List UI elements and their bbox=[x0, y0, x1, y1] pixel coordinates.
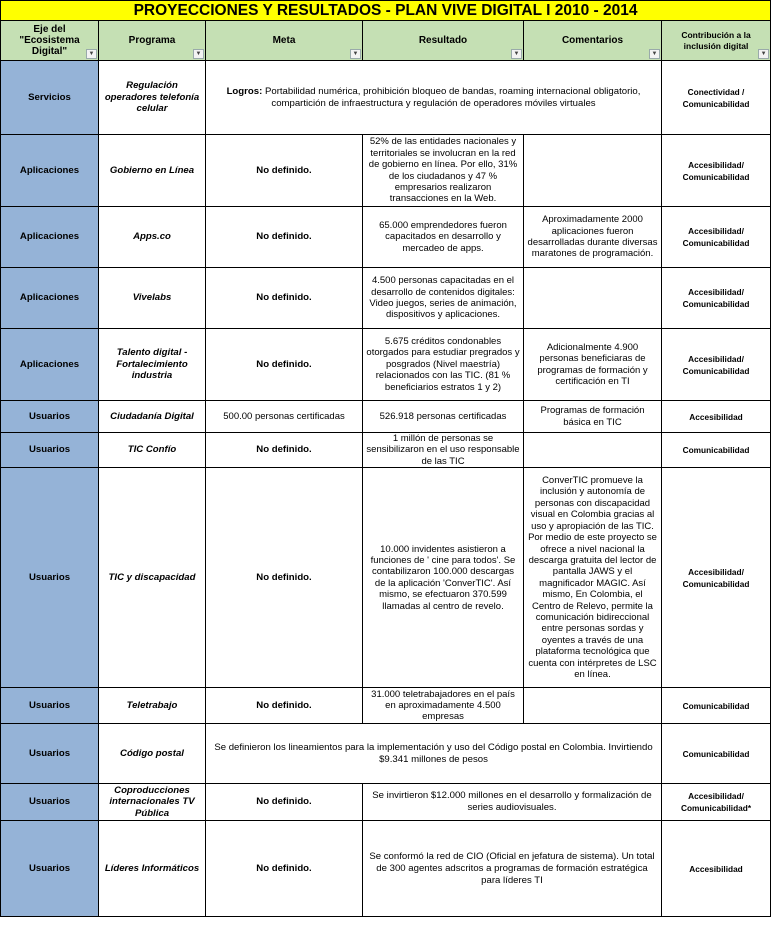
logros-label: Logros: bbox=[226, 85, 263, 97]
meta-cell: No definido. bbox=[206, 268, 363, 329]
meta-cell: No definido. bbox=[206, 207, 363, 268]
programa-cell: Código postal bbox=[99, 724, 206, 784]
contribucion-cell: Comunicabilidad bbox=[662, 724, 771, 784]
comentarios-cell bbox=[524, 433, 662, 468]
comentarios-cell bbox=[524, 268, 662, 329]
contribucion-cell: Comunicabilidad bbox=[662, 688, 771, 724]
filter-dropdown-icon[interactable]: ▼ bbox=[193, 49, 204, 59]
contribucion-cell: Accesibilidad/ Comunicabilidad bbox=[662, 329, 771, 401]
contribucion-cell: Accesibilidad/ Comunicabilidad bbox=[662, 135, 771, 207]
comentarios-cell: ConverTIC promueve la inclusión y autonomía de personas con discapacidad visual en Colombia gracias al uso y apropiación de las TIC. Por medio de este proyecto se ofrece a nivel nacional la descarga gratuita del lector de pantalla JAWS y el magnificador MAGIC. Así mismo, En Colombia, el Centro de Relevo, permite la comunicación bidireccional entre personas sordas y oyentes a través de una plataforma tecnológica que cuenta con intérpretes de LSC en línea. bbox=[524, 468, 662, 688]
contribucion-cell: Accesibilidad/ Comunicabilidad* bbox=[662, 784, 771, 821]
comentarios-cell: Aproximadamente 2000 aplicaciones fueron desarrolladas durante diversas maratones de programación. bbox=[524, 207, 662, 268]
table-row bbox=[1, 724, 771, 784]
header-programa-label: Programa bbox=[128, 35, 176, 46]
contribucion-cell: Accesibilidad/ Comunicabilidad bbox=[662, 207, 771, 268]
eje-cell: Aplicaciones bbox=[1, 207, 99, 268]
eje-cell: Servicios bbox=[1, 61, 99, 135]
programa-cell: Talento digital - Fortalecimiento industria bbox=[99, 329, 206, 401]
resultado-cell: 1 millón de personas se sensibilizaron en el uso responsable de las TIC bbox=[363, 433, 524, 468]
resultado-cell: 10.000 invidentes asistieron a funciones de ' cine para todos'. Se contabilizaron 100.000 descargas de la aplicación 'ConverTIC'. Así mismo, se efectuaron 370.599 llamadas al centro de revelo. bbox=[363, 468, 524, 688]
filter-dropdown-icon[interactable]: ▼ bbox=[86, 49, 97, 59]
header-eje-label: Eje del "Ecosistema Digital" bbox=[19, 24, 80, 57]
comentarios-cell bbox=[524, 688, 662, 724]
contribucion-cell: Accesibilidad bbox=[662, 401, 771, 433]
table-row bbox=[1, 207, 771, 268]
table-title: PROYECCIONES Y RESULTADOS - PLAN VIVE DIGITAL I 2010 - 2014 bbox=[1, 1, 771, 21]
table-row bbox=[1, 61, 771, 135]
header-contribucion[interactable] bbox=[662, 21, 771, 61]
header-meta-label: Meta bbox=[272, 35, 296, 46]
resultado-cell: 31.000 teletrabajadores en el país en aproximadamente 4.500 empresas bbox=[363, 688, 524, 724]
programa-cell: Coproducciones internacionales TV Pública bbox=[99, 784, 206, 821]
table-row bbox=[1, 468, 771, 688]
meta-cell: No definido. bbox=[206, 784, 363, 821]
programa-cell: Vivelabs bbox=[99, 268, 206, 329]
eje-cell: Usuarios bbox=[1, 784, 99, 821]
header-programa[interactable] bbox=[99, 21, 206, 61]
programa-cell: Regulación operadores telefonía celular bbox=[99, 61, 206, 135]
resultado-cell: 65.000 emprendedores fueron capacitados en desarrollo y mercadeo de apps. bbox=[363, 207, 524, 268]
meta-cell: No definido. bbox=[206, 135, 363, 207]
resultado-cell: 5.675 créditos condonables otorgados para estudiar pregrados y posgrados (Nivel maestría) relacionados con las TIC. (81 % beneficiarios estratos 1 y 2) bbox=[363, 329, 524, 401]
programa-cell: Teletrabajo bbox=[99, 688, 206, 724]
contribucion-cell: Accesibilidad bbox=[662, 821, 771, 917]
filter-dropdown-icon[interactable]: ▼ bbox=[350, 49, 361, 59]
programa-cell: Líderes Informáticos bbox=[99, 821, 206, 917]
resultado-cell: 526.918 personas certificadas bbox=[363, 401, 524, 433]
table-row bbox=[1, 329, 771, 401]
header-row bbox=[1, 21, 771, 61]
programa-cell: TIC Confío bbox=[99, 433, 206, 468]
table-row bbox=[1, 433, 771, 468]
contribucion-cell: Accesibilidad/ Comunicabilidad bbox=[662, 468, 771, 688]
table-row bbox=[1, 688, 771, 724]
filter-dropdown-icon[interactable]: ▼ bbox=[511, 49, 522, 59]
eje-cell: Usuarios bbox=[1, 468, 99, 688]
eje-cell: Usuarios bbox=[1, 433, 99, 468]
eje-cell: Aplicaciones bbox=[1, 329, 99, 401]
comentarios-cell: Programas de formación básica en TIC bbox=[524, 401, 662, 433]
eje-cell: Aplicaciones bbox=[1, 268, 99, 329]
table-row bbox=[1, 784, 771, 821]
contribucion-cell: Accesibilidad/ Comunicabilidad bbox=[662, 268, 771, 329]
eje-cell: Usuarios bbox=[1, 401, 99, 433]
resultado-cell: 52% de las entidades nacionales y territoriales se involucran en la red de gobierno en línea. Por ello, 31% de los ciudadanos y 47 % empresarios realizaron transacciones en la Web. bbox=[363, 135, 524, 207]
header-comentarios[interactable] bbox=[524, 21, 662, 61]
table-row bbox=[1, 401, 771, 433]
table-row bbox=[1, 821, 771, 917]
header-resultado-label: Resultado bbox=[418, 35, 468, 46]
logros-text: Portabilidad numérica, prohibición bloqueo de bandas, roaming internacional obligatorio, compartición de infraestructura y regulación de operadores móviles virtuales bbox=[264, 85, 641, 109]
comentarios-cell: Adicionalmente 4.900 personas beneficiaras de programas de formación y certificación en TI bbox=[524, 329, 662, 401]
merged-result-cell: Se invirtieron $12.000 millones en el desarrollo y formalización de series audiovisuales. bbox=[363, 784, 662, 821]
contribucion-cell: Conectividad / Comunicabilidad bbox=[662, 61, 771, 135]
header-eje[interactable] bbox=[1, 21, 99, 61]
filter-dropdown-icon[interactable]: ▼ bbox=[649, 49, 660, 59]
eje-cell: Aplicaciones bbox=[1, 135, 99, 207]
header-resultado[interactable] bbox=[363, 21, 524, 61]
meta-cell: No definido. bbox=[206, 433, 363, 468]
resultado-cell: 4.500 personas capacitadas en el desarrollo de contenidos digitales: Video juegos, series de animación, dispositivos y aplicaciones. bbox=[363, 268, 524, 329]
merged-result-cell: Se conformó la red de CIO (Oficial en jefatura de sistema). Un total de 300 agentes adscritos a programas de formación estratégica para líderes TI bbox=[363, 821, 662, 917]
meta-cell: No definido. bbox=[206, 329, 363, 401]
header-comentarios-label: Comentarios bbox=[561, 35, 624, 46]
title-row bbox=[1, 1, 771, 21]
header-meta[interactable] bbox=[206, 21, 363, 61]
filter-dropdown-icon[interactable]: ▼ bbox=[758, 49, 769, 59]
programa-cell: Ciudadanía Digital bbox=[99, 401, 206, 433]
programa-cell: TIC y discapacidad bbox=[99, 468, 206, 688]
contribucion-cell: Comunicabilidad bbox=[662, 433, 771, 468]
table-row bbox=[1, 268, 771, 329]
programa-cell: Apps.co bbox=[99, 207, 206, 268]
eje-cell: Usuarios bbox=[1, 724, 99, 784]
table-row bbox=[1, 135, 771, 207]
meta-cell: No definido. bbox=[206, 821, 363, 917]
meta-cell: No definido. bbox=[206, 688, 363, 724]
meta-cell: No definido. bbox=[206, 468, 363, 688]
merged-result-cell: Se definieron los lineamientos para la implementación y uso del Código postal en Colombia. Invirtiendo $9.341 millones de pesos bbox=[206, 724, 662, 784]
eje-cell: Usuarios bbox=[1, 821, 99, 917]
meta-cell: 500.00 personas certificadas bbox=[206, 401, 363, 433]
comentarios-cell bbox=[524, 135, 662, 207]
header-contribucion-label: Contribución a la inclusión digital bbox=[681, 29, 751, 51]
eje-cell: Usuarios bbox=[1, 688, 99, 724]
logros-cell bbox=[206, 61, 662, 135]
programa-cell: Gobierno en Línea bbox=[99, 135, 206, 207]
